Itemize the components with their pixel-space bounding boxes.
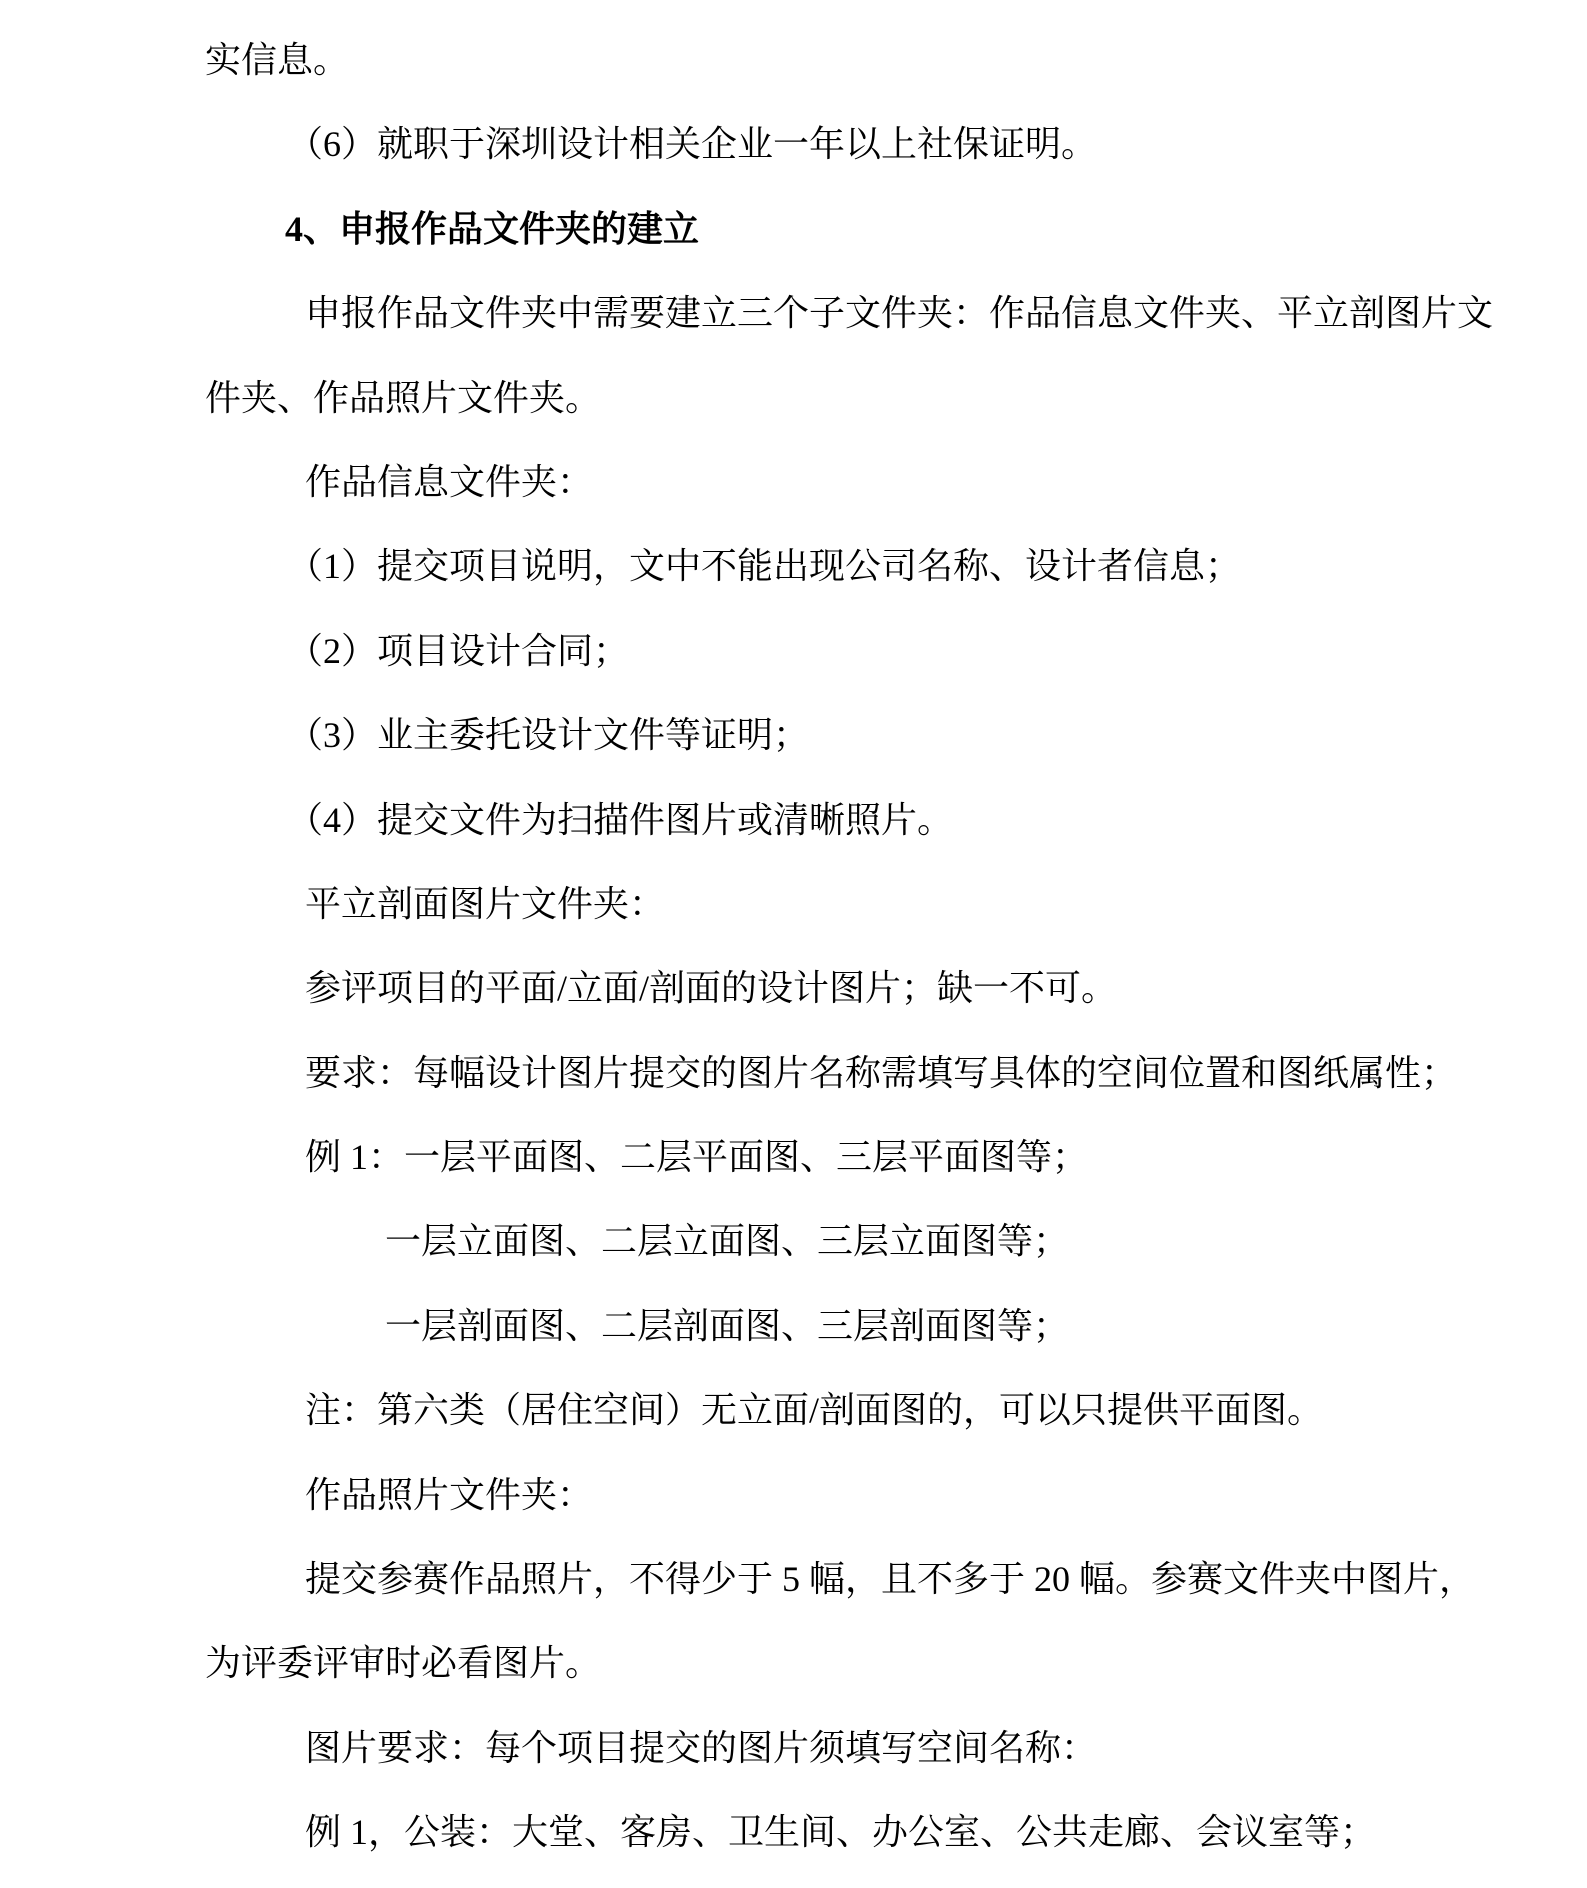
document-line: 注：第六类（居住空间）无立面/剖面图的，可以只提供平面图。 (305, 1390, 1324, 1431)
document-body (205, 18, 1505, 1875)
document-line: 例 1：一层平面图、二层平面图、三层平面图等； (305, 1137, 1089, 1178)
document-line: 作品信息文件夹： (305, 461, 594, 502)
document-line: 图片要求：每个项目提交的图片须填写空间名称： (305, 1727, 1098, 1768)
document-line: 一层剖面图、二层剖面图、三层剖面图等； (385, 1305, 1070, 1346)
document-line: 件夹、作品照片文件夹。 (205, 377, 602, 418)
document-line: 平立剖面图片文件夹： (305, 883, 666, 924)
document-line: 一层立面图、二层立面图、三层立面图等； (385, 1221, 1070, 1262)
document-line: （6）就职于深圳设计相关企业一年以上社保证明。 (287, 124, 1098, 165)
document-line: 提交参赛作品照片，不得少于 5 幅，且不多于 20 幅。参赛文件夹中图片， (305, 1559, 1476, 1600)
document-line: （3）业主委托设计文件等证明； (287, 715, 810, 756)
document-line: 实信息。 (205, 40, 350, 80)
document-line: 申报作品文件夹中需要建立三个子文件夹：作品信息文件夹、平立剖图片文 (305, 293, 1494, 334)
document-line: （1）提交项目说明，文中不能出现公司名称、设计者信息； (287, 546, 1242, 587)
document-line: 要求：每幅设计图片提交的图片名称需填写具体的空间位置和图纸属性； (305, 1052, 1458, 1093)
document-line: （2）项目设计合同； (287, 630, 630, 671)
document-line: 例 1，公装：大堂、客房、卫生间、办公室、公共走廊、会议室等； (305, 1812, 1377, 1853)
section-heading: 4、申报作品文件夹的建立 (285, 208, 700, 249)
document-line: 参评项目的平面/立面/剖面的设计图片；缺一不可。 (305, 968, 1118, 1009)
document-line: （4）提交文件为扫描件图片或清晰照片。 (287, 799, 954, 840)
document-line: 作品照片文件夹： (305, 1474, 594, 1515)
document-line: 为评委评审时必看图片。 (205, 1643, 602, 1684)
